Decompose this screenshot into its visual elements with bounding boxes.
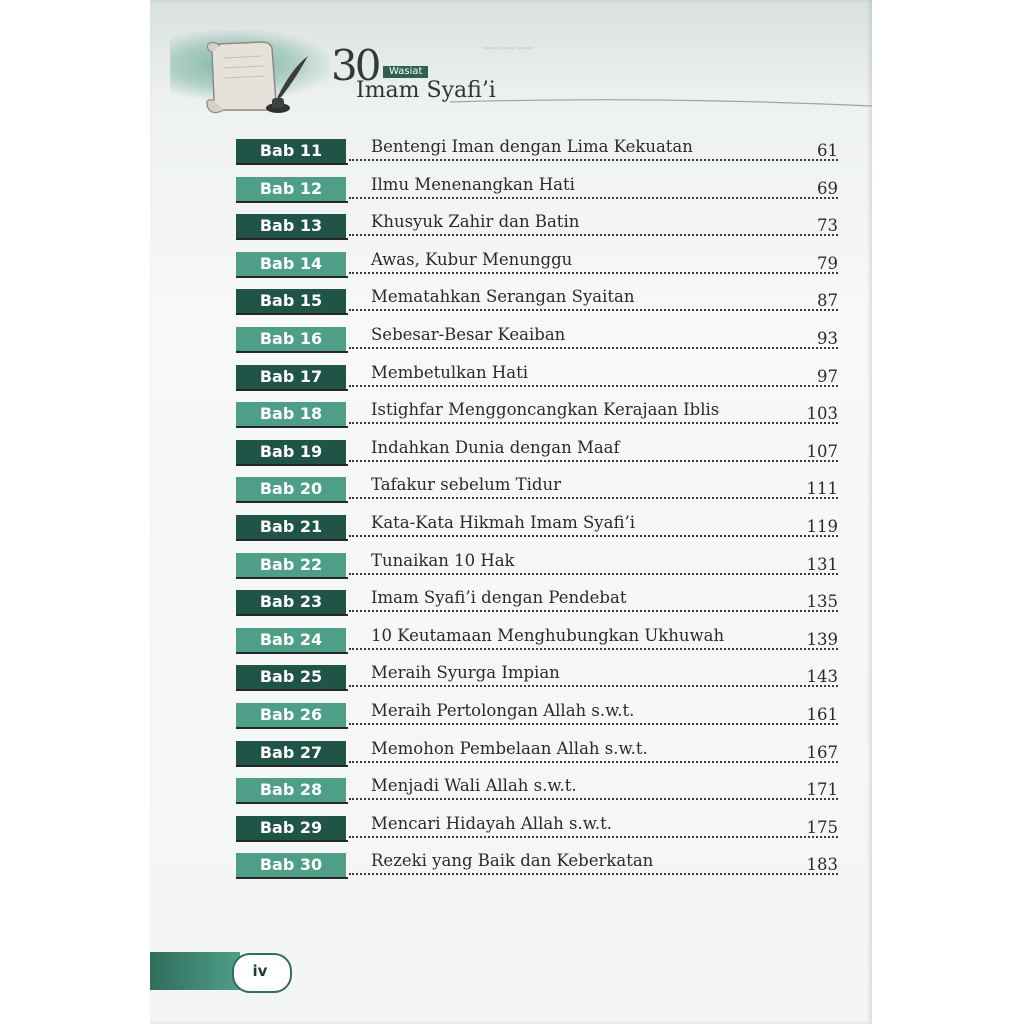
toc-row xyxy=(236,851,838,889)
book-page xyxy=(150,0,872,1024)
toc-row xyxy=(236,325,838,363)
page-number: iv xyxy=(252,962,268,980)
chapter-title: 10 Keutamaan Menghubungkan Ukhuwah xyxy=(371,625,725,645)
chapter-page-number: 119 xyxy=(806,516,838,536)
toc-row xyxy=(236,513,838,551)
chapter-badge: Bab 28 xyxy=(236,778,346,802)
chapter-title: Meraih Pertolongan Allah s.w.t. xyxy=(371,700,635,720)
chapter-badge: Bab 27 xyxy=(236,741,346,765)
toc-row xyxy=(236,475,838,513)
chapter-page-number: 143 xyxy=(806,667,838,687)
chapter-title: Sebesar-Besar Keaiban xyxy=(371,324,566,344)
dot-leader xyxy=(349,610,838,612)
toc-row xyxy=(236,175,838,213)
chapter-badge: Bab 12 xyxy=(236,177,346,201)
toc-row xyxy=(236,287,838,325)
badge-underline xyxy=(236,577,348,579)
scroll-quill-icon xyxy=(200,38,310,116)
badge-underline xyxy=(236,501,348,503)
badge-underline xyxy=(236,464,348,466)
chapter-badge: Bab 13 xyxy=(236,214,346,238)
header-ghost-text: ─── xyxy=(480,34,533,62)
footer-bar xyxy=(150,952,240,990)
chapter-page-number: 69 xyxy=(817,178,838,198)
chapter-title: Ilmu Menenangkan Hati xyxy=(371,174,575,194)
chapter-page-number: 183 xyxy=(806,855,838,875)
chapter-title: Rezeki yang Baik dan Keberkatan xyxy=(371,851,654,871)
chapter-page-number: 79 xyxy=(817,253,838,273)
chapter-page-number: 111 xyxy=(806,479,838,499)
chapter-page-number: 73 xyxy=(817,216,838,236)
toc-row xyxy=(236,250,838,288)
dot-leader xyxy=(349,197,838,199)
toc-row xyxy=(236,438,838,476)
header-title: Imam Syafi’i xyxy=(356,78,496,103)
chapter-page-number: 87 xyxy=(817,291,838,311)
chapter-title: Indahkan Dunia dengan Maaf xyxy=(371,437,620,457)
chapter-page-number: 93 xyxy=(817,328,838,348)
chapter-title: Membetulkan Hati xyxy=(371,362,529,382)
badge-underline xyxy=(236,840,348,842)
dot-leader xyxy=(349,234,838,236)
chapter-title: Kata-Kata Hikmah Imam Syafi’i xyxy=(371,512,635,532)
table-of-contents xyxy=(236,137,838,889)
header-number: 30 xyxy=(331,41,379,90)
badge-underline xyxy=(236,614,348,616)
dot-leader xyxy=(349,836,838,838)
badge-underline xyxy=(236,201,348,203)
badge-underline xyxy=(236,727,348,729)
chapter-badge: Bab 24 xyxy=(236,628,346,652)
chapter-badge: Bab 18 xyxy=(236,402,346,426)
toc-row xyxy=(236,212,838,250)
chapter-badge: Bab 11 xyxy=(236,139,346,163)
badge-underline xyxy=(236,313,348,315)
chapter-page-number: 103 xyxy=(806,404,838,424)
badge-underline xyxy=(236,426,348,428)
toc-row xyxy=(236,626,838,664)
dot-leader xyxy=(349,573,838,575)
chapter-page-number: 175 xyxy=(806,817,838,837)
toc-row xyxy=(236,814,838,852)
chapter-title: Mencari Hidayah Allah s.w.t. xyxy=(371,813,613,833)
badge-underline xyxy=(236,652,348,654)
dot-leader xyxy=(349,272,838,274)
chapter-title: Bentengi Iman dengan Lima Kekuatan xyxy=(371,137,693,156)
chapter-badge: Bab 20 xyxy=(236,477,346,501)
toc-row xyxy=(236,137,838,175)
dot-leader xyxy=(349,798,838,800)
chapter-badge: Bab 26 xyxy=(236,703,346,727)
badge-underline xyxy=(236,539,348,541)
badge-underline xyxy=(236,689,348,691)
badge-underline xyxy=(236,351,348,353)
chapter-page-number: 167 xyxy=(806,742,838,762)
chapter-title: Khusyuk Zahir dan Batin xyxy=(371,212,580,232)
chapter-page-number: 139 xyxy=(806,629,838,649)
dot-leader xyxy=(349,309,838,311)
chapter-badge: Bab 15 xyxy=(236,289,346,313)
chapter-badge: Bab 29 xyxy=(236,816,346,840)
dot-leader xyxy=(349,347,838,349)
dot-leader xyxy=(349,385,838,387)
chapter-title: Awas, Kubur Menunggu xyxy=(371,249,573,269)
badge-underline xyxy=(236,765,348,767)
dot-leader xyxy=(349,873,838,875)
chapter-page-number: 107 xyxy=(806,441,838,461)
chapter-title: Imam Syafi’i dengan Pendebat xyxy=(371,588,627,608)
dot-leader xyxy=(349,497,838,499)
chapter-badge: Bab 23 xyxy=(236,590,346,614)
badge-underline xyxy=(236,163,348,165)
toc-row xyxy=(236,363,838,401)
badge-underline xyxy=(236,877,348,879)
toc-row xyxy=(236,551,838,589)
chapter-page-number: 131 xyxy=(806,554,838,574)
chapter-badge: Bab 30 xyxy=(236,853,346,877)
chapter-page-number: 97 xyxy=(817,366,838,386)
dot-leader xyxy=(349,422,838,424)
chapter-badge: Bab 17 xyxy=(236,365,346,389)
chapter-badge: Bab 16 xyxy=(236,327,346,351)
badge-underline xyxy=(236,389,348,391)
header-rule xyxy=(450,92,872,112)
badge-underline xyxy=(236,802,348,804)
chapter-badge: Bab 14 xyxy=(236,252,346,276)
chapter-page-number: 135 xyxy=(806,592,838,612)
chapter-page-number: 61 xyxy=(817,141,838,160)
dot-leader xyxy=(349,723,838,725)
chapter-title: Memohon Pembelaan Allah s.w.t. xyxy=(371,738,648,758)
chapter-title: Tunaikan 10 Hak xyxy=(371,550,515,570)
chapter-title: Istighfar Menggoncangkan Kerajaan Iblis xyxy=(371,400,720,420)
chapter-title: Menjadi Wali Allah s.w.t. xyxy=(371,776,577,796)
badge-underline xyxy=(236,238,348,240)
toc-row xyxy=(236,400,838,438)
header-tag: Wasiat xyxy=(383,66,428,78)
badge-underline xyxy=(236,276,348,278)
chapter-badge: Bab 21 xyxy=(236,515,346,539)
toc-row xyxy=(236,663,838,701)
chapter-title: Mematahkan Serangan Syaitan xyxy=(371,287,635,307)
dot-leader xyxy=(349,761,838,763)
dot-leader xyxy=(349,648,838,650)
chapter-badge: Bab 22 xyxy=(236,553,346,577)
dot-leader xyxy=(349,685,838,687)
toc-row xyxy=(236,701,838,739)
toc-row xyxy=(236,739,838,777)
chapter-page-number: 161 xyxy=(806,704,838,724)
chapter-badge: Bab 19 xyxy=(236,440,346,464)
dot-leader xyxy=(349,159,838,161)
dot-leader xyxy=(349,460,838,462)
dot-leader xyxy=(349,535,838,537)
toc-row xyxy=(236,588,838,626)
chapter-title: Meraih Syurga Impian xyxy=(371,663,560,683)
chapter-page-number: 171 xyxy=(806,780,838,800)
toc-row xyxy=(236,776,838,814)
chapter-title: Tafakur sebelum Tidur xyxy=(371,475,561,495)
chapter-badge: Bab 25 xyxy=(236,665,346,689)
